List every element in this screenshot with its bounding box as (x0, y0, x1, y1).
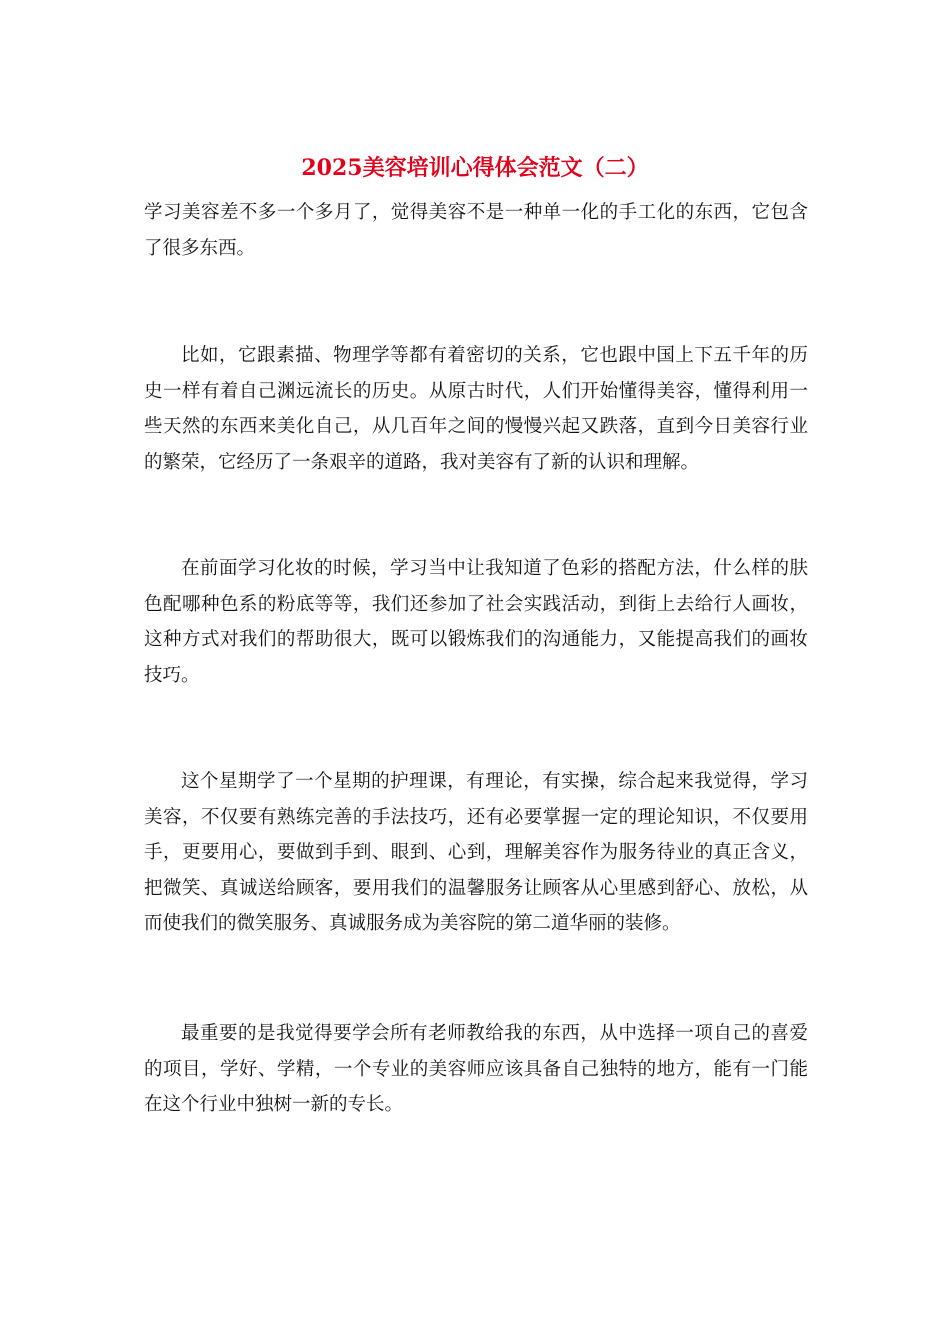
paragraph-5: 最重要的是我觉得要学会所有老师教给我的东西，从中选择一项自己的喜爱的项目，学好、学精，一个专业的美容师应该具备自己独特的地方，能有一门能在这个行业中独树一新的专长。 (144, 1023, 808, 1115)
paragraph-1: 学习美容差不多一个多月了，觉得美容不是一种单一化的手工化的东西，它包含了很多东西。 (144, 202, 808, 259)
paragraph-2: 比如，它跟素描、物理学等都有着密切的关系，它也跟中国上下五千年的历史一样有着自己渊远流长的历史。从原古时代，人们开始懂得美容，懂得利用一些天然的东西来美化自己，从几百年之间的慢慢兴起又跌落，直到今日美容行业的繁荣，它经历了一条艰辛的道路，我对美容有了新的认识和理解。 (144, 345, 808, 473)
paragraph-4: 这个星期学了一个星期的护理课，有理论，有实操，综合起来我觉得，学习美容，不仅要有熟练完善的手法技巧，还有必要掌握一定的理论知识，不仅要用手，更要用心，要做到手到、眼到、心到，理解美容作为服务待业的真正含义，把微笑、真诚送给顾客，要用我们的温馨服务让顾客从心里感到舒心、放松，从而使我们的微笑服务、真诚服务成为美容院的第二道华丽的装修。 (144, 771, 808, 934)
document-title: 2025美容培训心得体会范文（二） (301, 155, 649, 181)
paragraph-3: 在前面学习化妆的时候，学习当中让我知道了色彩的搭配方法，什么样的肤色配哪种色系的粉底等等，我们还参加了社会实践活动，到街上去给行人画妆，这种方式对我们的帮助很大，既可以锻炼我们的沟通能力，又能提高我们的画妆技巧。 (144, 558, 808, 686)
